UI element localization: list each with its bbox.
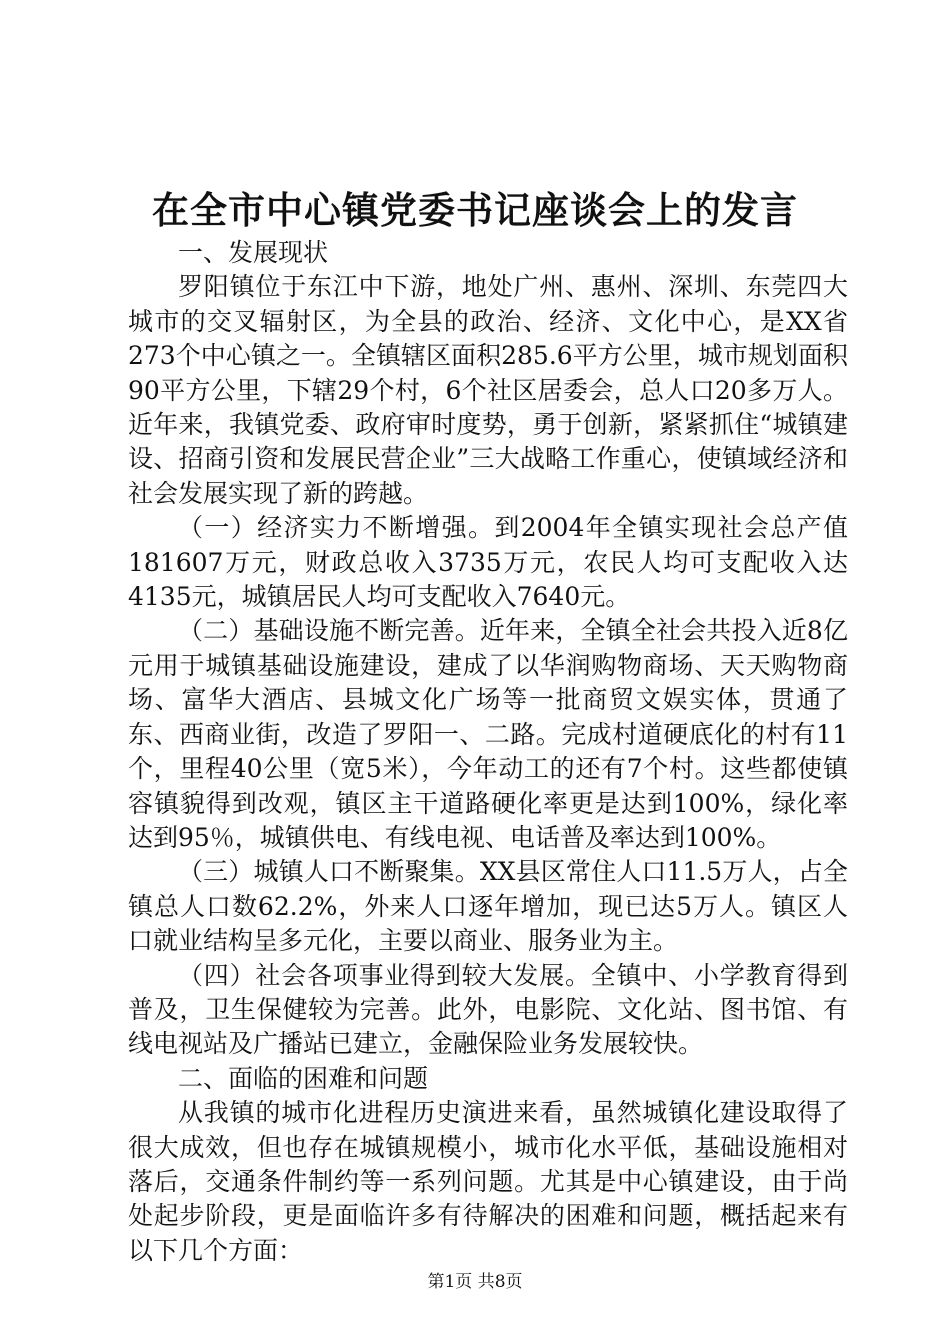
paragraph-social: （四）社会各项事业得到较大发展。全镇中、小学教育得到普及，卫生保健较为完善。此外，电影院、文化站、图书馆、有线电视站及广播站已建立，金融保险业务发展较快。 <box>128 960 848 1059</box>
section-heading-1: 一、发展现状 <box>178 238 329 267</box>
section-heading-2: 二、面临的困难和问题 <box>178 1063 429 1093</box>
page-title: 在全市中心镇党委书记座谈会上的发言 <box>152 188 798 232</box>
paragraph-infrastructure: （二）基础设施不断完善。近年来，全镇全社会共投入近8亿元用于城镇基础设施建设，建成了以华润购物商场、天天购物商场、富华大酒店、县城文化广场等一批商贸文娱实体，贯通了东、西商业街，改造了罗阳一、二路。完成村道硬底化的村有11个，里程40公里（宽5米），今年动工的还有7个村。这些都使镇容镇貌得到改观，镇区主干道路硬化率更是达到100%，绿化率达到95％，城镇供电、有线电视、电话普及率达到100%。 <box>128 616 848 852</box>
paragraph-population: （三）城镇人口不断聚集。XX县区常住人口11.5万人，占全镇总人口数62.2%，外来人口逐年增加，现已达5万人。镇区人口就业结构呈多元化，主要以商业、服务业为主。 <box>128 857 848 956</box>
paragraph-intro: 罗阳镇位于东江中下游，地处广州、惠州、深圳、东莞四大城市的交叉辐射区，为全县的政治、经济、文化中心，是XX省273个中心镇之一。全镇辖区面积285.6平方公里，城市规划面积90平方公里，下辖29个村，6个社区居委会，总人口20多万人。近年来，我镇党委、政府审时度势，勇于创新，紧紧抓住“城镇建设、招商引资和发展民营企业”三大战略工作重心，使镇域经济和社会发展实现了新的跨越。 <box>128 272 848 508</box>
page-footer: 第1页 共8页 <box>427 1272 523 1292</box>
paragraph-economy: （一）经济实力不断增强。到2004年全镇实现社会总产值181607万元，财政总收入3735万元，农民人均可支配收入达4135元，城镇居民人均可支配收入7640元。 <box>128 513 848 612</box>
document-body <box>128 236 848 1268</box>
paragraph-problems: 从我镇的城市化进程历史演进来看，虽然城镇化建设取得了很大成效，但也存在城镇规模小，城市化水平低，基础设施相对落后，交通条件制约等一系列问题。尤其是中心镇建设，由于尚处起步阶段，更是面临许多有待解决的困难和问题，概括起来有以下几个方面： <box>128 1098 848 1265</box>
